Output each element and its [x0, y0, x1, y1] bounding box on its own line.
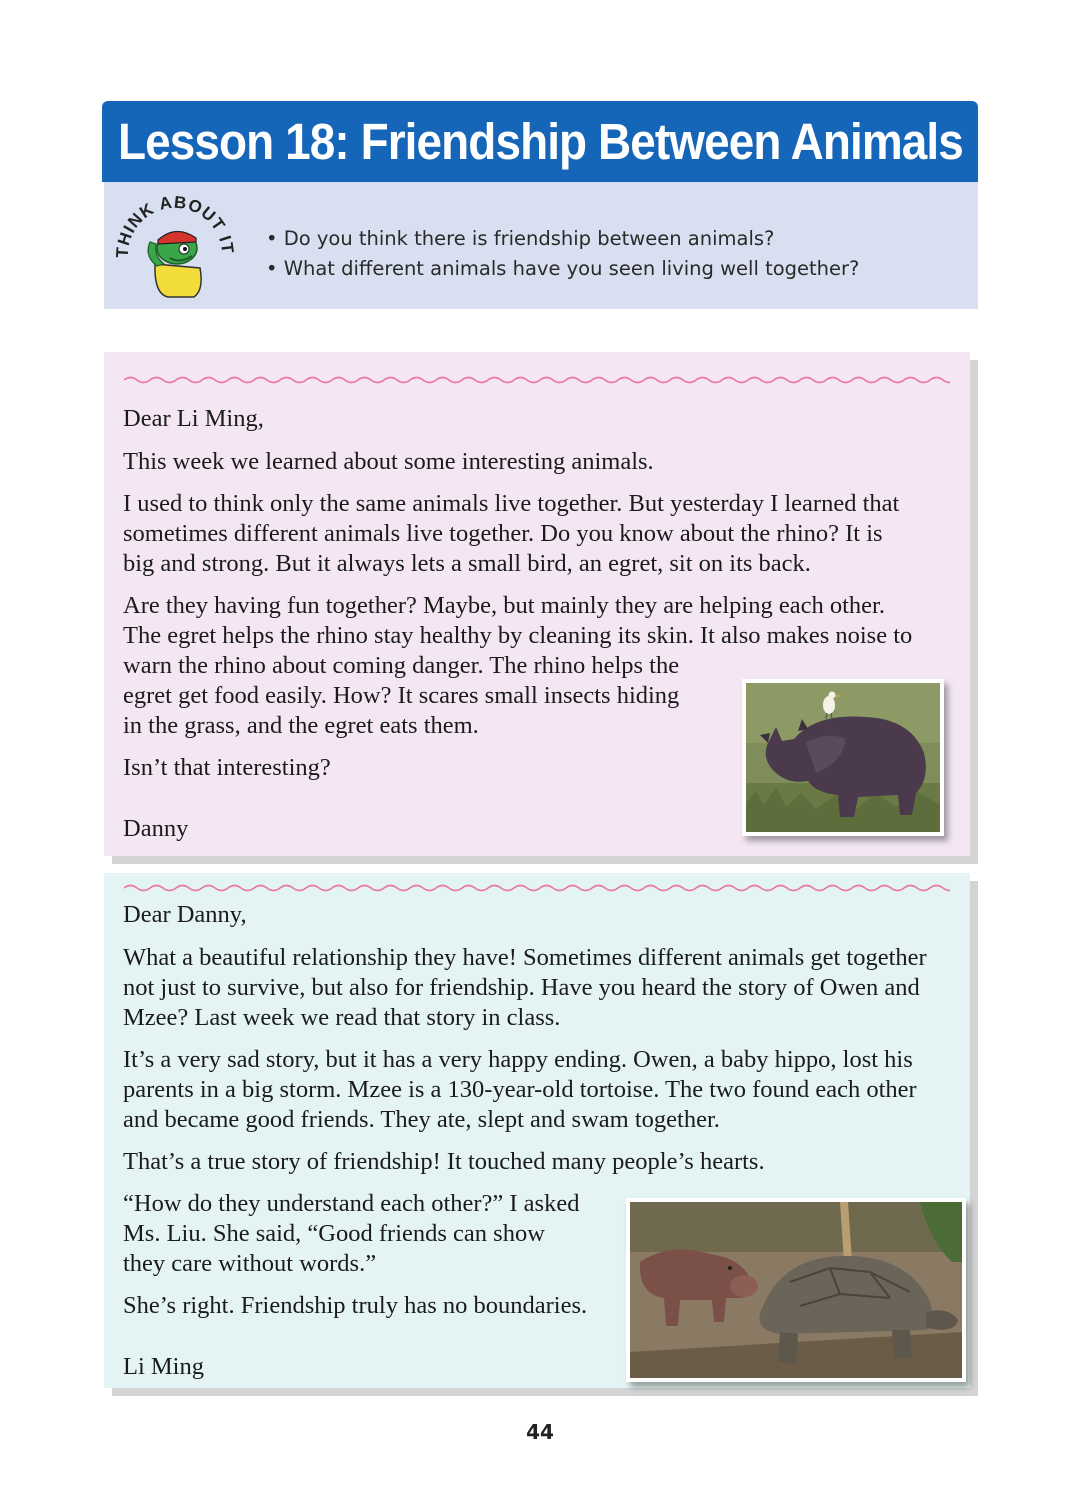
think-question-1: • Do you think there is friendship between animals? [266, 227, 775, 250]
think-about-it-label: THINK ABOUT IT [112, 194, 238, 259]
letter1-line-10: Isn’t that interesting? [123, 754, 331, 781]
wavy-divider [124, 883, 950, 893]
letter-from-danny [104, 352, 970, 856]
think-about-it-box [104, 182, 978, 309]
letter1-line-1: This week we learned about some interesting animals. [123, 448, 654, 475]
think-question-2: • What different animals have you seen living well together? [266, 257, 860, 280]
letter2-line-8: “How do they understand each other?” I asked [123, 1190, 580, 1217]
letter2-signature: Li Ming [123, 1353, 204, 1380]
letter2-line-3: Mzee? Last week we read that story in class. [123, 1004, 561, 1031]
letter2-line-1: What a beautiful relationship they have! Sometimes different animals get together [123, 944, 927, 971]
lesson-title-bar [102, 101, 978, 182]
letter2-line-11: She’s right. Friendship truly has no boundaries. [123, 1292, 588, 1319]
lesson-title: Lesson 18: Friendship Between Animals [117, 113, 963, 170]
letter1-line-2: I used to think only the same animals live together. But yesterday I learned that [123, 490, 900, 517]
letter1-signature: Danny [123, 815, 189, 842]
letter2-line-4: It’s a very sad story, but it has a very happy ending. Owen, a baby hippo, lost his [123, 1046, 913, 1073]
letter2-greeting: Dear Danny, [123, 901, 247, 928]
letter2-line-10: they care without words.” [123, 1250, 377, 1277]
letter1-line-9: in the grass, and the egret eats them. [123, 712, 479, 739]
letter1-line-7: warn the rhino about coming danger. The rhino helps the [123, 652, 680, 679]
letter2-line-2: not just to survive, but also for friendship. Have you heard the story of Owen and [123, 974, 920, 1001]
letter1-line-6: The egret helps the rhino stay healthy by cleaning its skin. It also makes noise to [123, 622, 913, 649]
letter2-line-5: parents in a big storm. Mzee is a 130-year-old tortoise. The two found each other [123, 1076, 917, 1103]
letter-from-li-ming [104, 873, 970, 1388]
letter1-line-5: Are they having fun together? Maybe, but mainly they are helping each other. [123, 592, 885, 619]
letter2-line-6: and became good friends. They ate, slept and swam together. [123, 1106, 720, 1133]
letter1-line-8: egret get food easily. How? It scares small insects hiding [123, 682, 680, 709]
page-number: 44 [526, 1420, 554, 1444]
letter1-greeting: Dear Li Ming, [123, 405, 264, 432]
letter2-line-7: That’s a true story of friendship! It touched many people’s hearts. [123, 1148, 765, 1175]
wavy-divider [124, 375, 950, 385]
letter2-line-9: Ms. Liu. She said, “Good friends can show [123, 1220, 545, 1247]
rhino-egret-photo [742, 679, 944, 836]
hippo-tortoise-photo [626, 1198, 966, 1382]
think-about-it-badge [110, 194, 240, 304]
letter1-line-3: sometimes different animals live together. Do you know about the rhino? It is [123, 520, 883, 547]
letter1-line-4: big and strong. But it always lets a small bird, an egret, sit on its back. [123, 550, 811, 577]
